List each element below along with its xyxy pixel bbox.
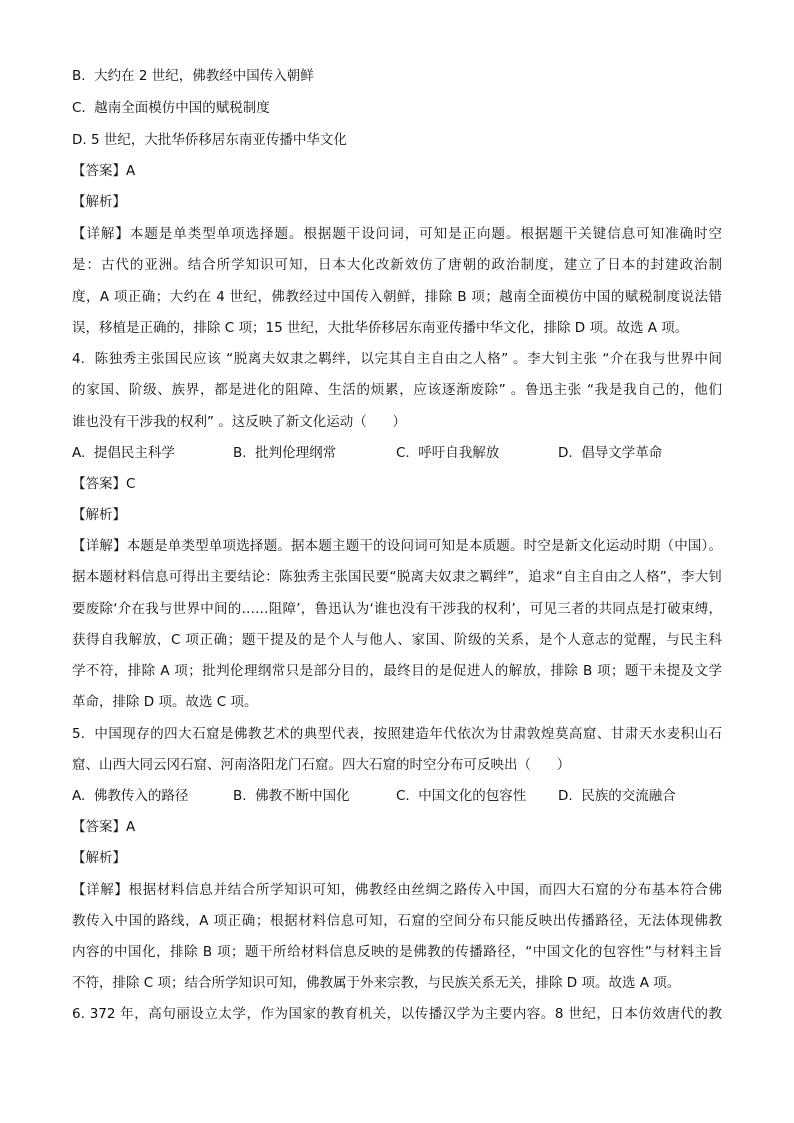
q5-analysis-label: 【解析】 xyxy=(72,850,126,866)
q4-detail-line: 学不符，排除 A 项；批判伦理纲常只是部分目的，最终目的是促进人的解放，排除 B 项；题干未提及文学 xyxy=(72,663,722,679)
q5-option-b: B. 佛教不断中国化 xyxy=(233,788,350,804)
q4-stem-line: 的家国、阶级、族界，都是进化的阻障、生活的烦累，应该逐渐废除” 。鲁迅主张 “我是我自己的，他们 xyxy=(72,382,722,398)
q3-option-d: D. 5 世纪，大批华侨移居东南亚传播中华文化 xyxy=(72,132,347,148)
q5-option-d: D. 民族的交流融合 xyxy=(558,788,676,804)
q5-stem-line: 窟、山西大同云冈石窟、河南洛阳龙门石窟。四大石窟的时空分布可反映出（ ） xyxy=(72,757,571,773)
q4-stem-line: 4. 陈独秀主张国民应该 “脱离夫奴隶之羁绊，以完其自主自由之人格” 。李大钊主张 “介在我与世界中间 xyxy=(72,351,722,367)
q5-detail-line: 教传入中国的路线，A 项正确；根据材料信息可知，石窟的空间分布只能反映出传播路径，无法体现佛教 xyxy=(72,913,722,929)
q4-analysis-label: 【解析】 xyxy=(72,507,126,523)
q3-option-b: B. 大约在 2 世纪，佛教经中国传入朝鲜 xyxy=(72,68,314,84)
q3-analysis-label: 【解析】 xyxy=(72,194,126,210)
q5-option-a: A. 佛教传入的路径 xyxy=(72,788,189,804)
q3-detail-line: 【详解】本题是单类型单项选择题。根据题干设问词，可知是正向题。根据题干关键信息可知准确时空 xyxy=(72,226,722,242)
q4-option-b: B. 批判伦理纲常 xyxy=(233,445,337,461)
q4-answer: 【答案】C xyxy=(72,476,136,492)
q4-option-d: D. 倡导文学革命 xyxy=(558,445,663,461)
q4-option-c: C. 呼吁自我解放 xyxy=(396,445,500,461)
q4-detail-line: 要废除‘介在我与世界中间的……阻障’，鲁迅认为‘谁也没有干涉我的权利’，可见三者的共同点是打破束缚， xyxy=(72,601,722,617)
q4-stem-line: 谁也没有干涉我的权利” 。这反映了新文化运动（ ） xyxy=(72,414,407,430)
q3-detail-line: 是：古代的亚洲。结合所学知识可知，日本大化改新效仿了唐朝的政治制度，建立了日本的封建政治制 xyxy=(72,257,722,273)
q3-answer: 【答案】A xyxy=(72,163,136,179)
q5-answer: 【答案】A xyxy=(72,819,136,835)
q5-detail-line: 【详解】根据材料信息并结合所学知识可知，佛教经由丝绸之路传入中国，而四大石窟的分布基本符合佛 xyxy=(72,882,722,898)
q6-stem-line: 6. 372 年，高句丽设立太学，作为国家的教育机关，以传播汉学为主要内容。8 世纪，日本仿效唐代的教 xyxy=(72,1006,722,1022)
q3-detail-line: 度，A 项正确；大约在 4 世纪，佛教经过中国传入朝鲜，排除 B 项；越南全面模仿中国的赋税制度说法错 xyxy=(72,289,722,305)
q4-detail-line: 【详解】本题是单类型单项选择题。据本题主题干的设问词可知是本质题。时空是新文化运动时期（中国）。 xyxy=(72,538,722,554)
q4-detail-line: 革命，排除 D 项。故选 C 项。 xyxy=(72,694,258,710)
q4-option-a: A. 提倡民主科学 xyxy=(72,445,175,461)
q5-detail-line: 内容的中国化，排除 B 项；题干所给材料信息反映的是佛教的传播路径，“中国文化的包容性”与材料主旨 xyxy=(72,944,722,960)
q4-detail-line: 获得自我解放，C 项正确；题干提及的是个人与他人、家国、阶级的关系，是个人意志的觉醒，与民主科 xyxy=(72,632,722,648)
q4-detail-line: 据本题材料信息可得出主要结论：陈独秀主张国民要“脱离夫奴隶之羁绊”，追求“自主自由之人格”，李大钊 xyxy=(72,569,722,585)
q3-option-c: C. 越南全面模仿中国的赋税制度 xyxy=(72,100,270,116)
q5-stem-line: 5. 中国现存的四大石窟是佛教艺术的典型代表，按照建造年代依次为甘肃敦煌莫高窟、甘肃天水麦积山石 xyxy=(72,726,722,742)
q5-option-c: C. 中国文化的包容性 xyxy=(396,788,527,804)
q5-detail-line: 不符，排除 C 项；结合所学知识可知，佛教属于外来宗教，与民族关系无关，排除 D 项。故选 A 项。 xyxy=(72,975,681,991)
q3-detail-line: 误，移植是正确的，排除 C 项；15 世纪，大批华侨移居东南亚传播中华文化，排除 D 项。故选 A 项。 xyxy=(72,320,689,336)
